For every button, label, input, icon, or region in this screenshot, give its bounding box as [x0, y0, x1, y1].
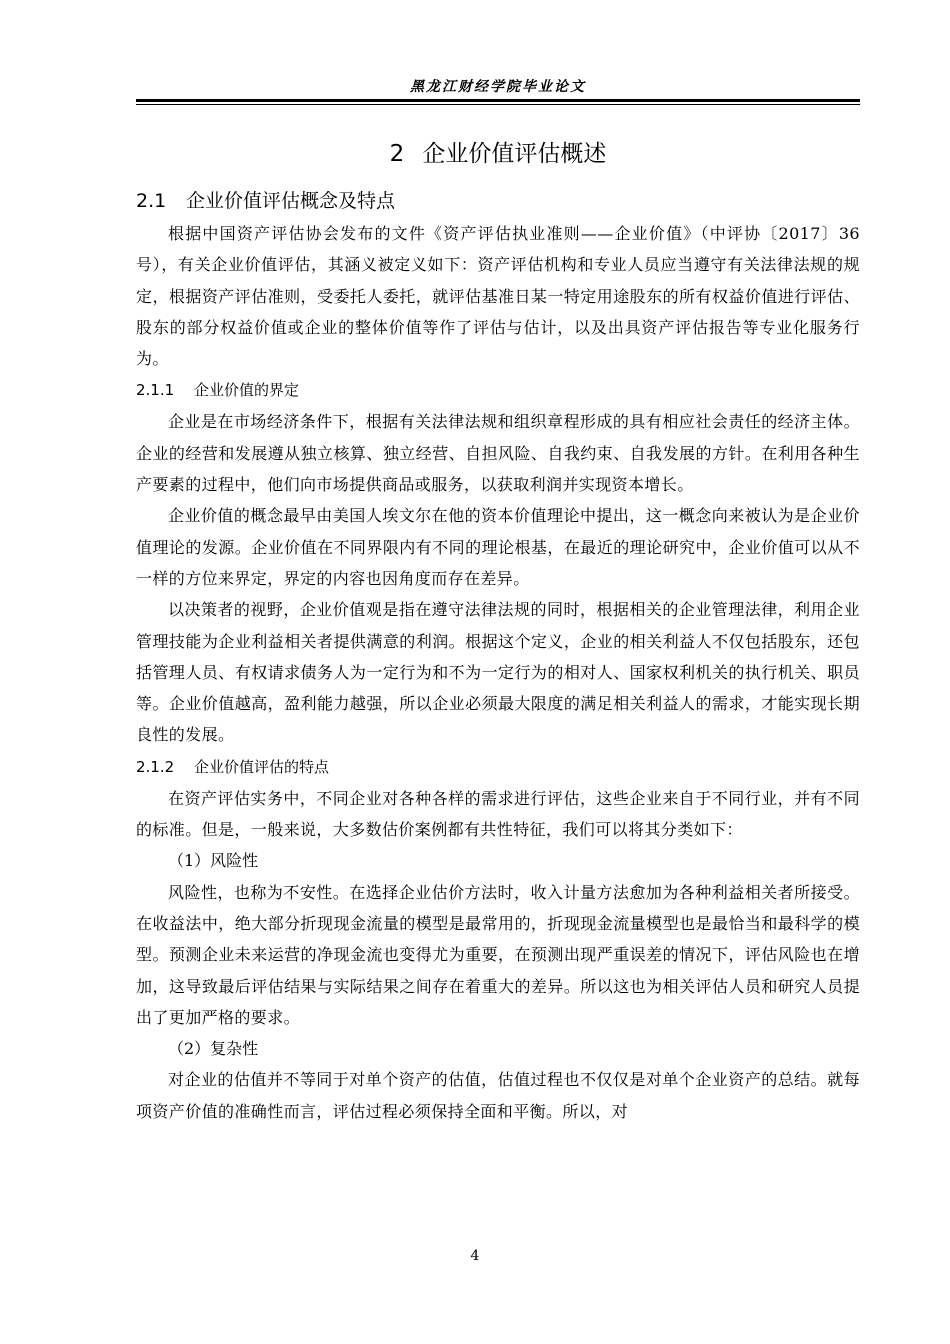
header-rule-thick — [136, 99, 860, 102]
paragraph: 在资产评估实务中，不同企业对各种各样的需求进行评估，这些企业来自于不同行业，并有不同的标准。但是，一般来说，大多数估价案例都有共性特征，我们可以将其分类如下： — [136, 788, 860, 840]
chapter-title — [136, 135, 860, 168]
subsection-number: 2.1.2 — [136, 757, 175, 776]
paragraph: 企业是在市场经济条件下，根据有关法律法规和组织章程形成的具有相应社会责任的经济主体。企业的经营和发展遵从独立核算、独立经营、自担风险、自我约束、自我发展的方针。在利用各种生产要素的过程中，他们向市场提供商品或服务，以获取利润并实现资本增长。 — [136, 412, 860, 495]
subsection-number: 2.1.1 — [136, 381, 175, 400]
list-item-heading: （1）风险性 — [168, 851, 259, 871]
subsection-heading — [136, 751, 860, 783]
section-title: 企业价值评估概念及特点 — [186, 190, 396, 212]
page-body — [136, 184, 860, 1127]
subsection-heading — [136, 374, 860, 406]
paragraph: 以决策者的视野，企业价值观是指在遵守法律法规的同时，根据相关的企业管理法律，利用企业管理技能为企业利益相关者提供满意的利润。根据这个定义，企业的相关利益人不仅包括股东，还包括管理人员、有权请求债务人为一定行为和不为一定行为的相对人、国家权利机关的执行机关、职员等。企业价值越高，盈利能力越强，所以企业必须最大限度的满足相关利益人的需求，才能实现长期良性的发展。 — [136, 600, 860, 745]
paragraph: 对企业的估值并不等同于对单个资产的估值，估值过程也不仅仅是对单个企业资产的总结。就每项资产价值的准确性而言，评估过程必须保持全面和平衡。所以，对 — [136, 1070, 860, 1121]
paragraph: 根据中国资产评估协会发布的文件《资产评估执业准则——企业价值》（中评协〔2017〕36号），有关企业价值评估，其涵义被定义如下：资产评估机构和专业人员应当遵守有关法律法规的规定，根据资产评估准则，受委托人委托，就评估基准日某一特定用途股东的所有权益价值进行评估、股东的部分权益价值或企业的整体价值等作了评估与估计，以及出具资产评估报告等专业化服务行为。 — [136, 224, 860, 369]
chapter-title-text: 企业价值评估概述 — [422, 141, 607, 167]
subsection-title: 企业价值的界定 — [194, 381, 300, 400]
subsection-title: 企业价值评估的特点 — [194, 757, 330, 776]
chapter-number: 2 — [389, 141, 405, 167]
header-rule-thin — [136, 104, 860, 105]
section-heading — [136, 184, 860, 218]
paragraph: 企业价值的概念最早由美国人埃文尔在他的资本价值理论中提出，这一概念向来被认为是企业价值理论的发源。企业价值在不同界限内有不同的理论根基，在最近的理论研究中，企业价值可以从不一样的方位来界定，界定的内容也因角度而存在差异。 — [136, 506, 860, 588]
page-number: 4 — [470, 1248, 480, 1264]
section-number: 2.1 — [136, 190, 167, 212]
running-header: 黑龙江财经学院毕业论文 — [410, 79, 586, 95]
list-item-heading: （2）复杂性 — [168, 1039, 259, 1059]
paragraph: 风险性，也称为不安性。在选择企业估价方法时，收入计量方法愈加为各种利益相关者所接受。在收益法中，绝大部分折现现金流量的模型是最常用的，折现现金流量模型也是最恰当和最科学的模型。预测企业未来运营的净现金流也变得尤为重要，在预测出现严重误差的情况下，评估风险也在增加，这导致最后评估结果与实际结果之间存在着重大的差异。所以这也为相关评估人员和研究人员提出了更加严格的要求。 — [136, 882, 860, 1027]
